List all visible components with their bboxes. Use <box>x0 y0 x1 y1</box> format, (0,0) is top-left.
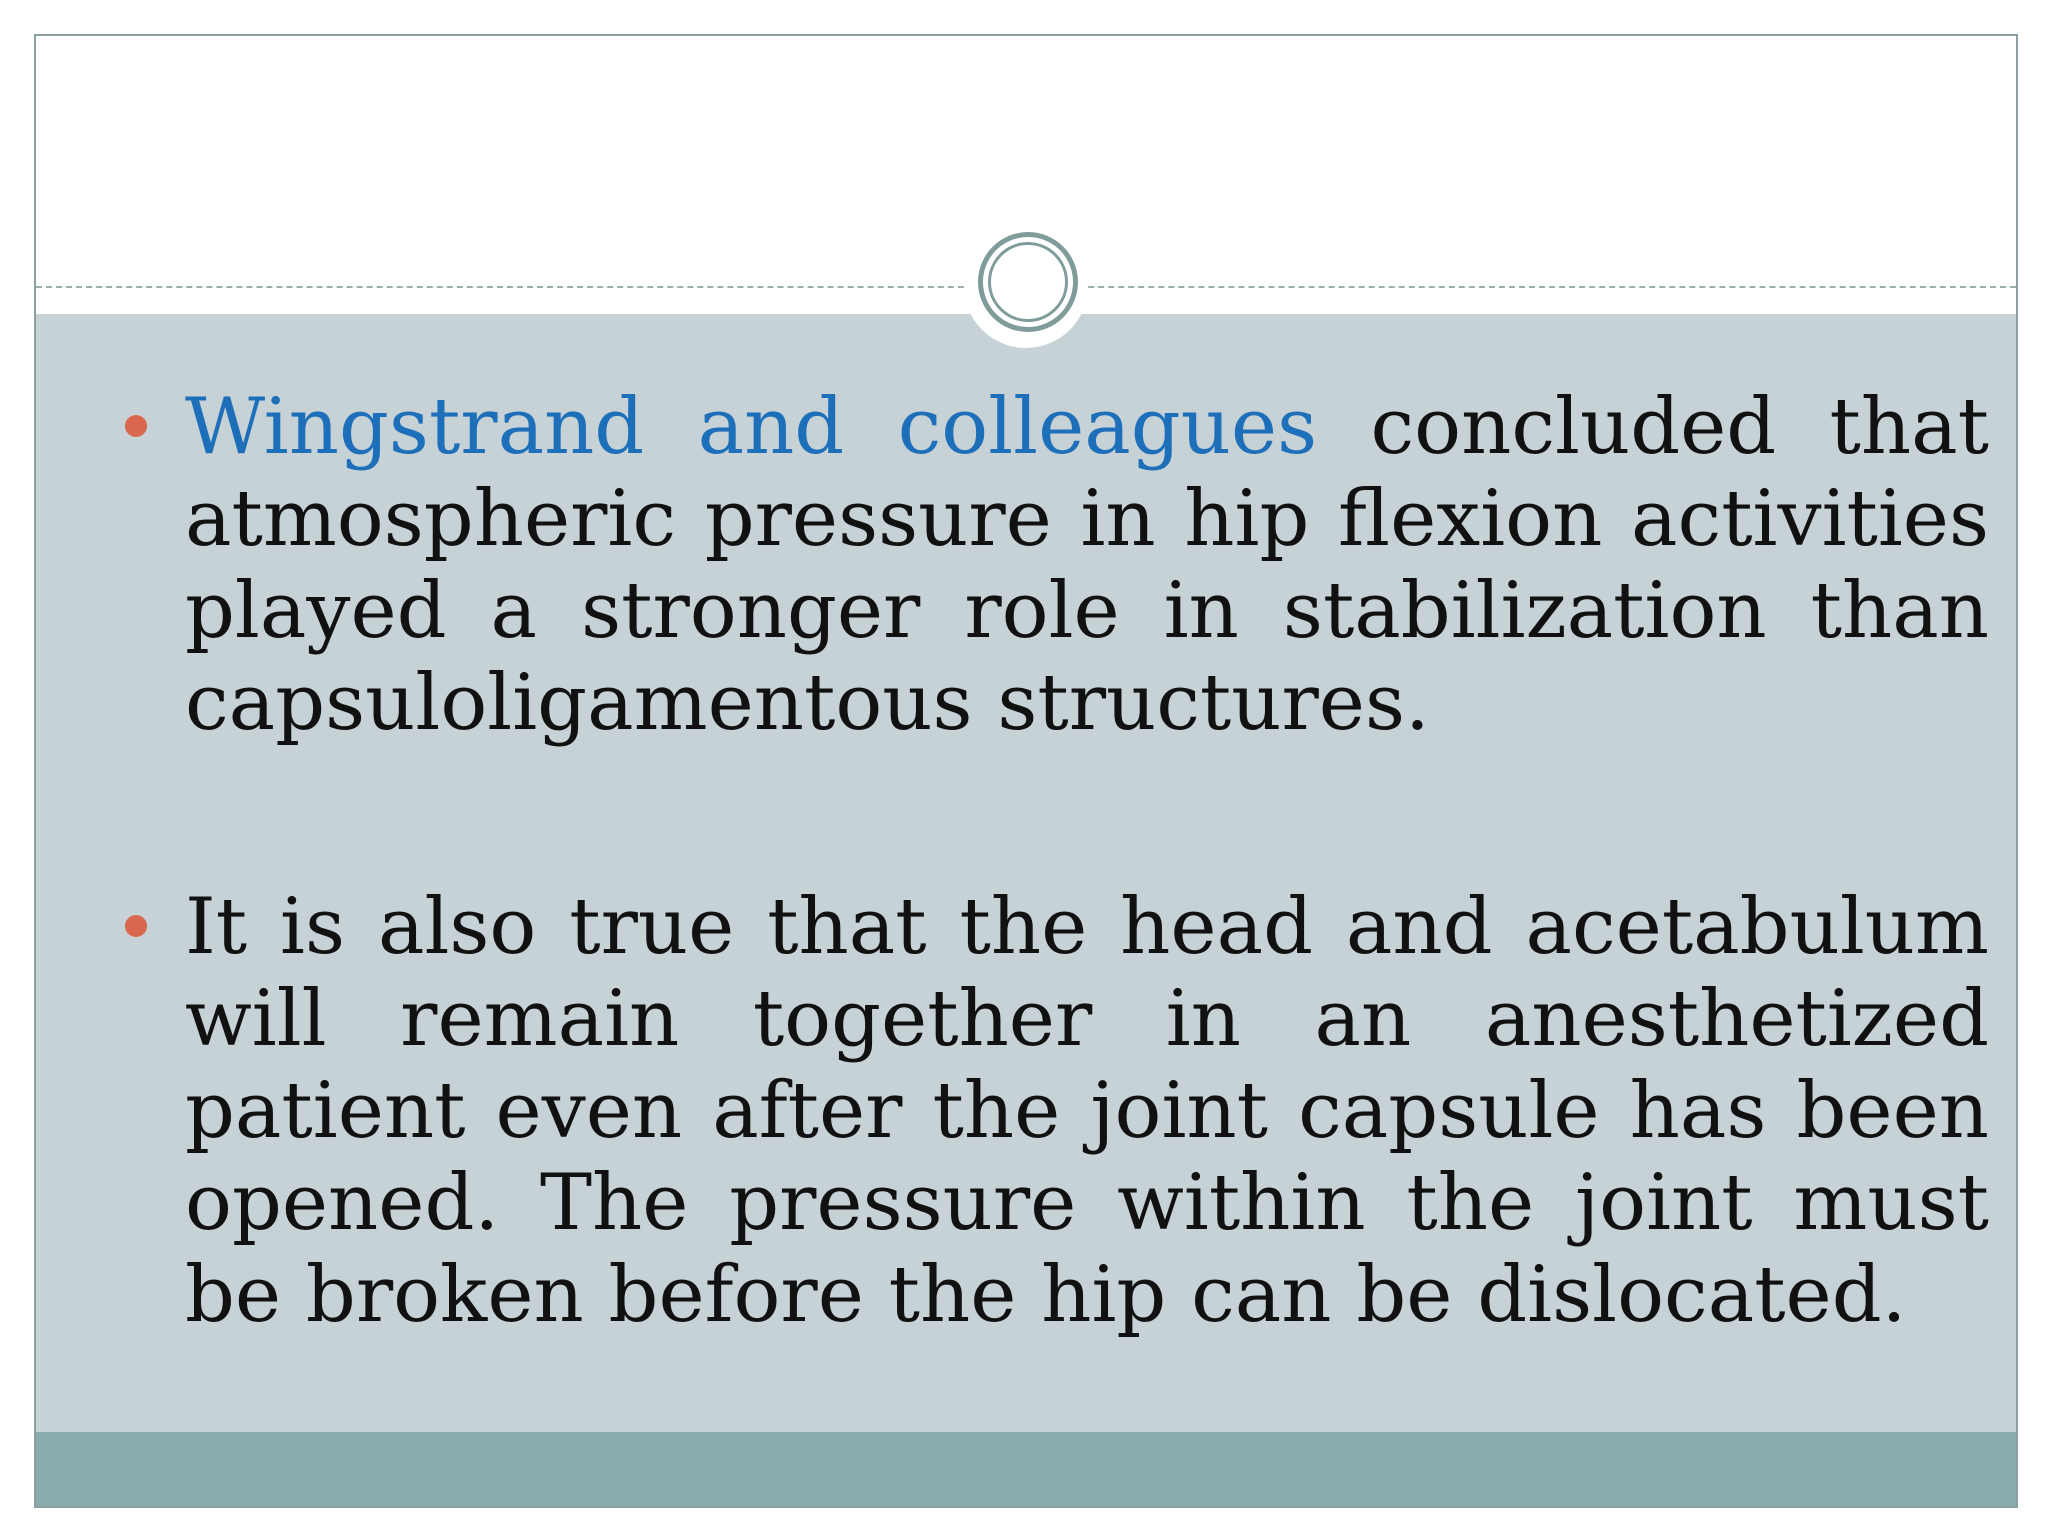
ornament-inner-ring-icon <box>988 242 1068 322</box>
bullet-item <box>153 381 1989 749</box>
footer-band <box>36 1432 2016 1506</box>
bullet-text: concluded that atmospheric pressure in hip flexion activities played a stronger role in stabilization than capsuloligamentous structures. <box>185 382 1989 748</box>
bullet-highlight-text: Wingstrand and colleagues <box>185 382 1318 472</box>
slide <box>34 34 2018 1508</box>
bullet-text: It is also true that the head and acetabulum will remain together in an anesthetized patient even after the joint capsule has been opened. The pressure within the joint must be broken before the hip can be dislocated. <box>185 882 1989 1340</box>
bullet-dot-icon <box>125 415 147 437</box>
bullet-list <box>153 381 1989 1341</box>
bullet-dot-icon <box>125 915 147 937</box>
bullet-item <box>153 881 1989 1341</box>
